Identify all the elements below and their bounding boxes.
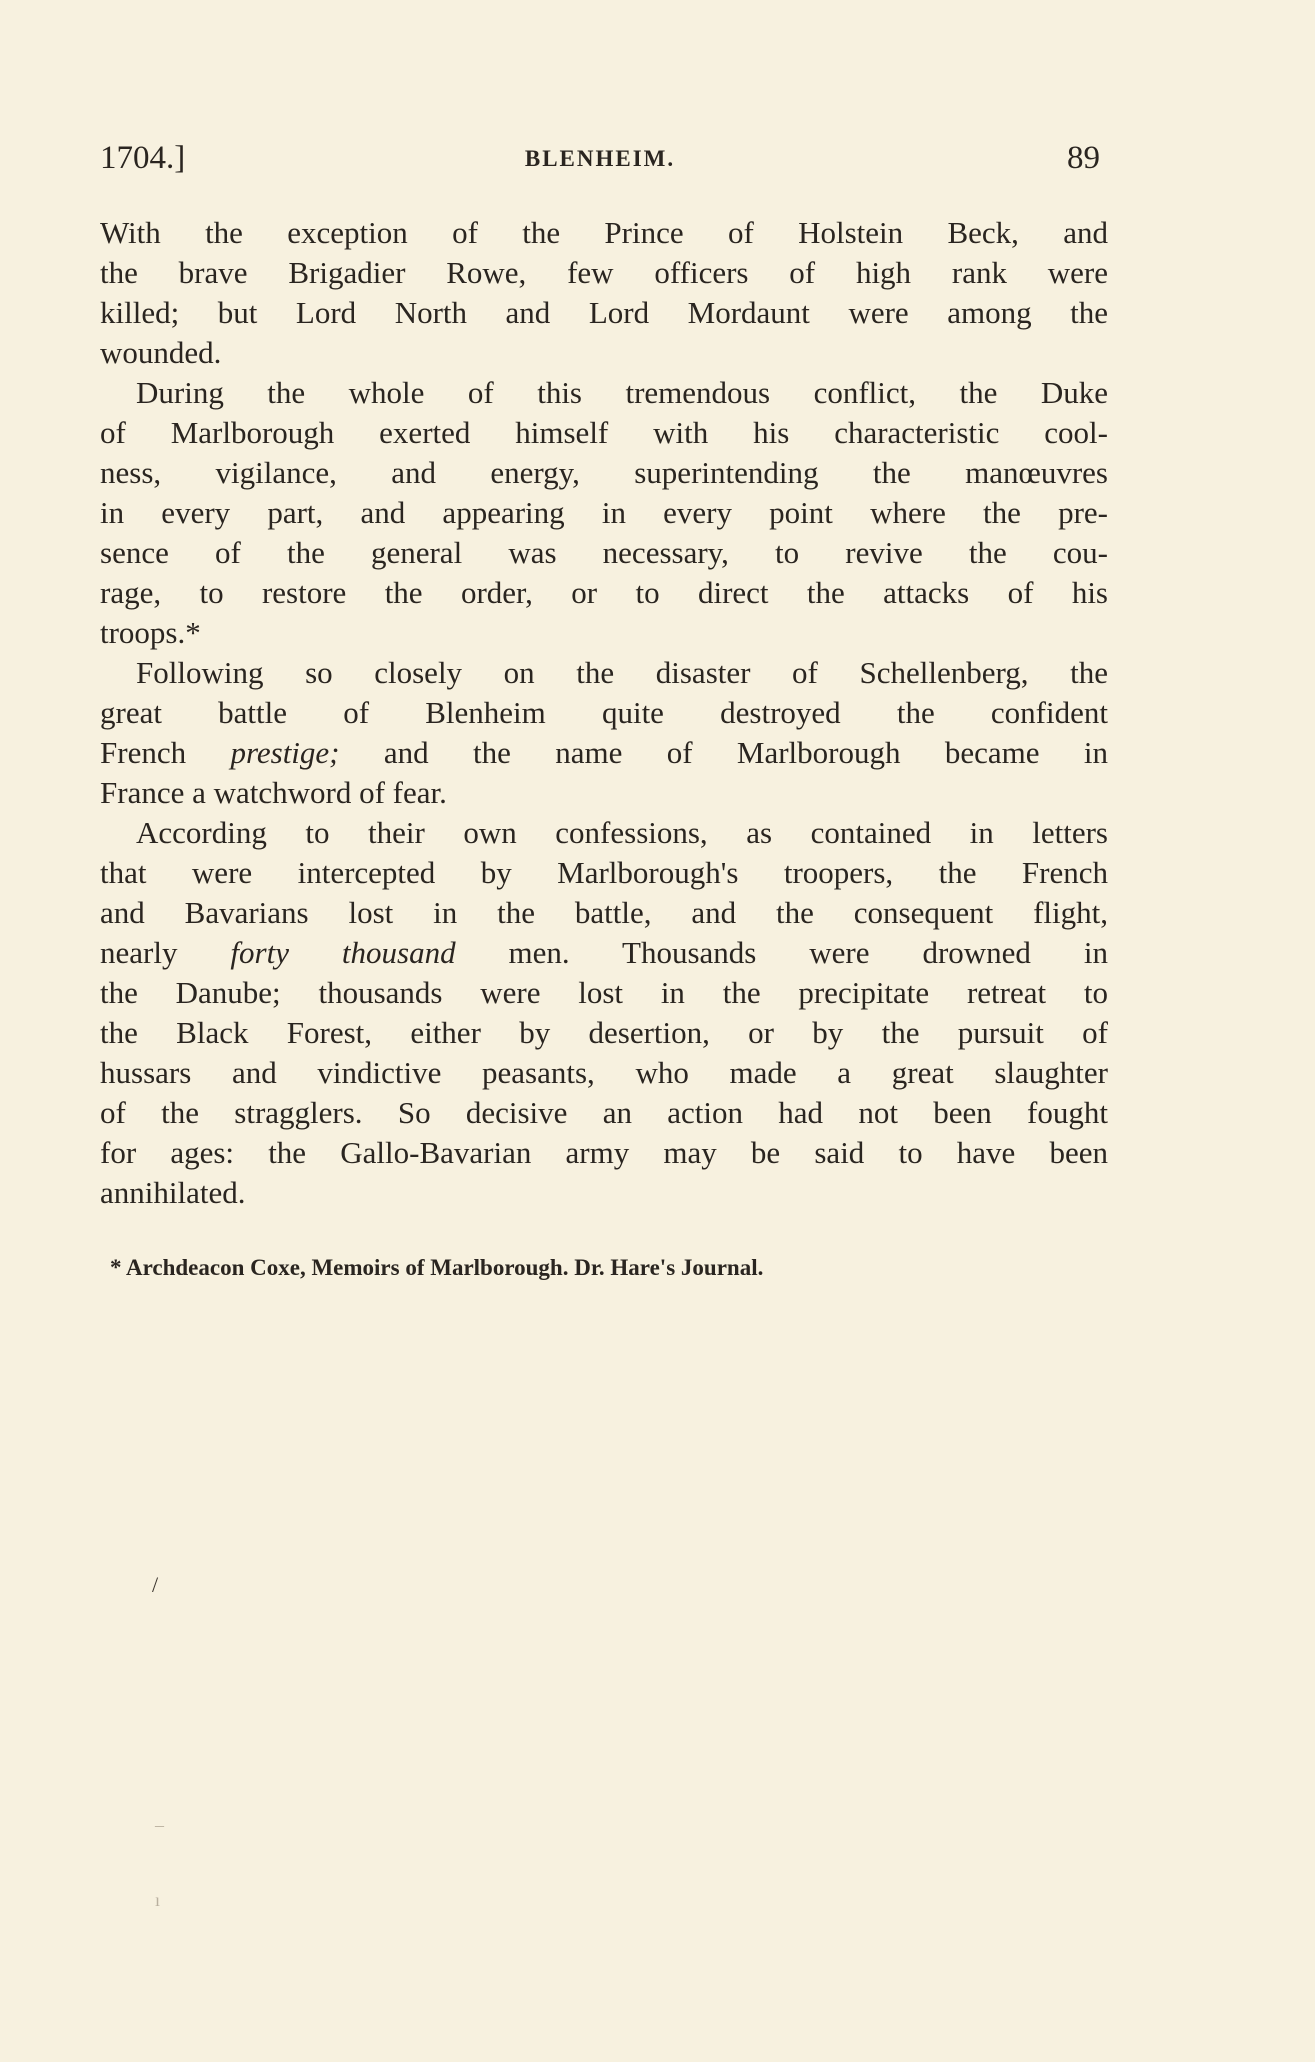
text-segment: men. Thousands were drowned in [455,935,1108,970]
text-line: in every part, and appearing in every point where the pre- [100,495,1108,530]
italic-phrase: prestige; [230,735,340,770]
text-line: great battle of Blenheim quite destroyed the confident [100,695,1108,730]
text-line: hussars and vindictive peasants, who made a great slaughter [100,1055,1108,1090]
text-line: the Danube; thousands were lost in the precipitate retreat to [100,975,1108,1010]
running-title: BLENHEIM. [524,146,676,171]
text-line: and Bavarians lost in the battle, and the consequent flight, [100,895,1108,930]
footnote: * Archdeacon Coxe, Memoirs of Marlborough. Dr. Hare's Journal. [110,1255,764,1280]
text-line: troops.* [100,615,201,650]
page-number: 89 [1067,140,1100,176]
text-segment: nearly [100,935,231,970]
text-line: ness, vigilance, and energy, superintending the manœuvres [100,455,1108,490]
text-line: According to their own confessions, as contained in letters [136,815,1108,850]
text-line: wounded. [100,335,222,370]
text-line: that were intercepted by Marlborough's troopers, the French [100,855,1108,890]
text-line [100,933,1108,973]
text-line: the brave Brigadier Rowe, few officers of high rank were [100,255,1108,290]
text-line: killed; but Lord North and Lord Mordaunt were among the [100,295,1108,330]
stray-mark: ı [155,1890,161,1910]
text-segment: French [100,735,231,770]
stray-mark: – [155,1815,164,1835]
body-text [100,213,1108,1213]
header-year: 1704.] [100,140,186,176]
text-line: the Black Forest, either by desertion, or by the pursuit of [100,1015,1108,1050]
italic-phrase: forty thousand [230,935,456,970]
text-line: Following so closely on the disaster of Schellenberg, the [136,655,1108,690]
text-line: for ages: the Gallo-Bavarian army may be said to have been [100,1135,1108,1170]
text-line: rage, to restore the order, or to direct the attacks of his [100,575,1108,610]
text-line: During the whole of this tremendous conflict, the Duke [136,375,1108,410]
text-segment: and the name of Marlborough became in [339,735,1108,770]
text-line: With the exception of the Prince of Holstein Beck, and [100,215,1108,250]
page-header [100,140,1100,180]
text-line: sence of the general was necessary, to revive the cou- [100,535,1108,570]
text-line: France a watchword of fear. [100,775,447,810]
text-line [100,733,1108,773]
stray-mark: / [152,1572,159,1597]
text-line: of Marlborough exerted himself with his characteristic cool- [100,415,1108,450]
text-line: of the stragglers. So decisive an action had not been fought [100,1095,1108,1130]
text-line: annihilated. [100,1175,246,1210]
